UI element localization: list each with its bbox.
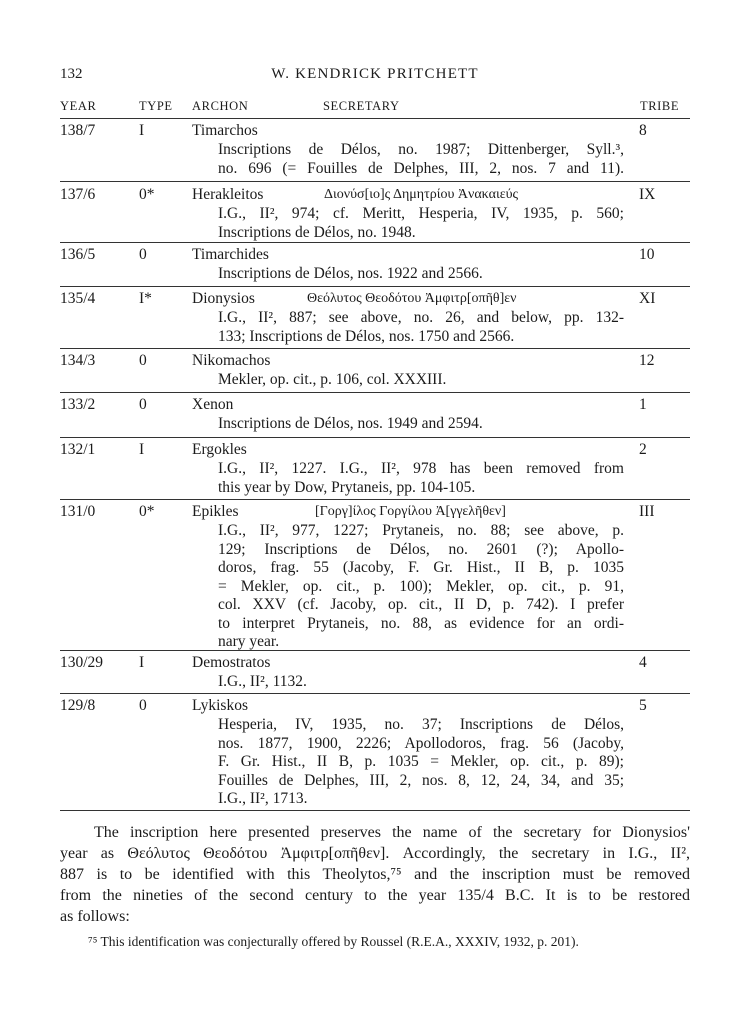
- reference-line: I.G., II², 974; cf. Meritt, Hesperia, IV, 1935, p. 560;: [218, 205, 624, 222]
- body-paragraph: [60, 822, 690, 927]
- entry-tribe: XI: [639, 290, 656, 307]
- reference-line: I.G., II², 977, 1227; Prytaneis, no. 88; see above, p.: [218, 522, 624, 539]
- entry-type: 0: [139, 352, 147, 369]
- entry-secretary: [Γοργ]ίλος Γοργίλου Ἀ[γγελῆθεν]: [315, 504, 506, 519]
- entry-archon: Lykiskos: [192, 697, 248, 714]
- reference-line: I.G., II², 1227. I.G., II², 978 has been removed from: [218, 460, 624, 477]
- entry-year: 132/1: [60, 441, 96, 458]
- entry-archon: Epikles: [192, 503, 239, 520]
- column-header-archon: ARCHON: [192, 99, 249, 113]
- entry-reference: [218, 522, 624, 652]
- entry-type: I: [139, 654, 145, 671]
- table-rule: [60, 693, 690, 694]
- table-rule: [60, 650, 690, 651]
- reference-line: nary year.: [218, 633, 280, 650]
- paragraph-line: as follows:: [60, 908, 130, 925]
- table-rule: [60, 181, 690, 182]
- page-header: [60, 66, 690, 86]
- entry-archon: Herakleitos: [192, 186, 264, 203]
- entry-year: 138/7: [60, 122, 96, 139]
- reference-line: Fouilles de Delphes, III, 2, nos. 8, 12, 24, 34, and 35;: [218, 771, 624, 789]
- entry-year: 136/5: [60, 246, 96, 263]
- column-header-tribe: TRIBE: [640, 99, 680, 113]
- reference-line: nos. 1877, 1900, 2226; Apollodoros, frag. 56 (Jacoby,: [218, 734, 624, 752]
- table-rule: [60, 348, 690, 349]
- reference-line: 133; Inscriptions de Délos, nos. 1750 and 2566.: [218, 327, 515, 345]
- reference-line: I.G., II², 887; see above, no. 26, and below, pp. 132-: [218, 309, 624, 326]
- entry-year: 137/6: [60, 186, 96, 203]
- table-rule: [60, 242, 690, 243]
- entry-reference: [218, 371, 624, 390]
- reference-line: = Mekler, op. cit., p. 100); Mekler, op. cit., p. 91,: [218, 577, 624, 595]
- reference-line: doros, frag. 55 (Jacoby, F. Gr. Hist., II B, p. 1035: [218, 559, 624, 576]
- entry-type: I: [139, 441, 145, 458]
- reference-line: F. Gr. Hist., II B, p. 1035 = Mekler, op. cit., p. 89);: [218, 753, 624, 770]
- entry-archon: Timarchides: [192, 246, 269, 263]
- column-header-secretary: SECRETARY: [323, 99, 400, 113]
- entry-reference: [218, 415, 624, 434]
- entry-secretary: Θεόλυτος Θεοδότου Ἀμφιτρ[οπῆθ]εν: [307, 291, 517, 306]
- table-rule: [60, 118, 690, 119]
- entry-archon: Nikomachos: [192, 352, 271, 369]
- entry-tribe: 5: [639, 697, 647, 714]
- table-rule: [60, 286, 690, 287]
- reference-line: Inscriptions de Délos, no. 1948.: [218, 223, 416, 241]
- entry-reference: [218, 716, 624, 809]
- entry-tribe: 4: [639, 654, 647, 671]
- paragraph-line: from the nineties of the second century to the year 135/4 B.C. It is to be restored: [60, 887, 690, 904]
- entry-secretary: Διονύσ[ιο]ς Δημητρίου Ἀνακαιεύς: [324, 187, 519, 202]
- table-rule: [60, 810, 690, 811]
- entry-tribe: 8: [639, 122, 647, 139]
- paragraph-line: The inscription here presented preserves the name of the secretary for Dionysios': [94, 824, 690, 841]
- entry-year: 134/3: [60, 352, 96, 369]
- column-header-type: TYPE: [139, 99, 173, 113]
- entry-archon: Demostratos: [192, 654, 271, 671]
- reference-line: Inscriptions de Délos, nos. 1922 and 2566.: [218, 265, 483, 282]
- entry-year: 130/29: [60, 654, 104, 671]
- reference-line: Inscriptions de Délos, no. 1987; Dittenberger, Syll.³,: [218, 141, 624, 158]
- entry-type: 0: [139, 246, 147, 263]
- column-header-year: YEAR: [60, 99, 97, 113]
- entry-year: 135/4: [60, 290, 96, 307]
- entry-reference: [218, 673, 624, 692]
- entry-reference: [218, 205, 624, 242]
- entry-reference: [218, 460, 624, 497]
- entry-type: 0*: [139, 503, 155, 520]
- entry-tribe: III: [639, 503, 655, 520]
- reference-line: 129; Inscriptions de Délos, no. 2601 (?); Apollo-: [218, 540, 624, 558]
- reference-line: Hesperia, IV, 1935, no. 37; Inscriptions de Délos,: [218, 716, 624, 733]
- reference-line: this year by Dow, Prytaneis, pp. 104-105.: [218, 478, 476, 496]
- paragraph-line: year as Θεόλυτος Θεοδότου Ἀμφιτρ[οπῆθεν]. Accordingly, the secretary in I.G., II²,: [60, 845, 690, 862]
- reference-line: no. 696 (= Fouilles de Delphes, III, 2, nos. 7 and 11).: [218, 159, 624, 177]
- reference-line: to interpret Prytaneis, no. 88, as evidence for an ordi-: [218, 614, 624, 632]
- footnote: ⁷⁵ This identification was conjecturally offered by Roussel (R.E.A., XXXIV, 1932, p. 201).: [88, 934, 579, 949]
- entry-type: 0*: [139, 186, 155, 203]
- entry-year: 129/8: [60, 697, 96, 714]
- entry-archon: Timarchos: [192, 122, 258, 139]
- reference-line: I.G., II², 1132.: [218, 673, 307, 690]
- entry-type: 0: [139, 697, 147, 714]
- reference-line: Inscriptions de Délos, nos. 1949 and 2594.: [218, 415, 483, 432]
- entry-archon: Xenon: [192, 396, 234, 413]
- entry-reference: [218, 265, 624, 284]
- entry-type: I*: [139, 290, 152, 307]
- entry-archon: Ergokles: [192, 441, 247, 458]
- paragraph-line: 887 is to be identified with this Theolytos,⁷⁵ and the inscription must be removed: [60, 866, 690, 883]
- entry-type: I: [139, 122, 145, 139]
- entry-tribe: IX: [639, 186, 656, 203]
- entry-tribe: 10: [639, 246, 655, 263]
- table-rule: [60, 392, 690, 393]
- page-number: 132: [60, 66, 83, 82]
- table-rule: [60, 437, 690, 438]
- entry-type: 0: [139, 396, 147, 413]
- entry-tribe: 12: [639, 352, 655, 369]
- table-rule: [60, 499, 690, 500]
- entry-reference: [218, 309, 624, 346]
- entry-tribe: 1: [639, 396, 647, 413]
- running-title: W. KENDRICK PRITCHETT: [271, 66, 479, 82]
- reference-line: I.G., II², 1713.: [218, 790, 308, 807]
- reference-line: col. XXV (cf. Jacoby, op. cit., II D, p. 742). I prefer: [218, 596, 624, 613]
- entry-year: 133/2: [60, 396, 96, 413]
- entry-reference: [218, 141, 624, 178]
- reference-line: Mekler, op. cit., p. 106, col. XXXIII.: [218, 371, 447, 388]
- entry-tribe: 2: [639, 441, 647, 458]
- entry-archon: Dionysios: [192, 290, 255, 307]
- entry-year: 131/0: [60, 503, 96, 520]
